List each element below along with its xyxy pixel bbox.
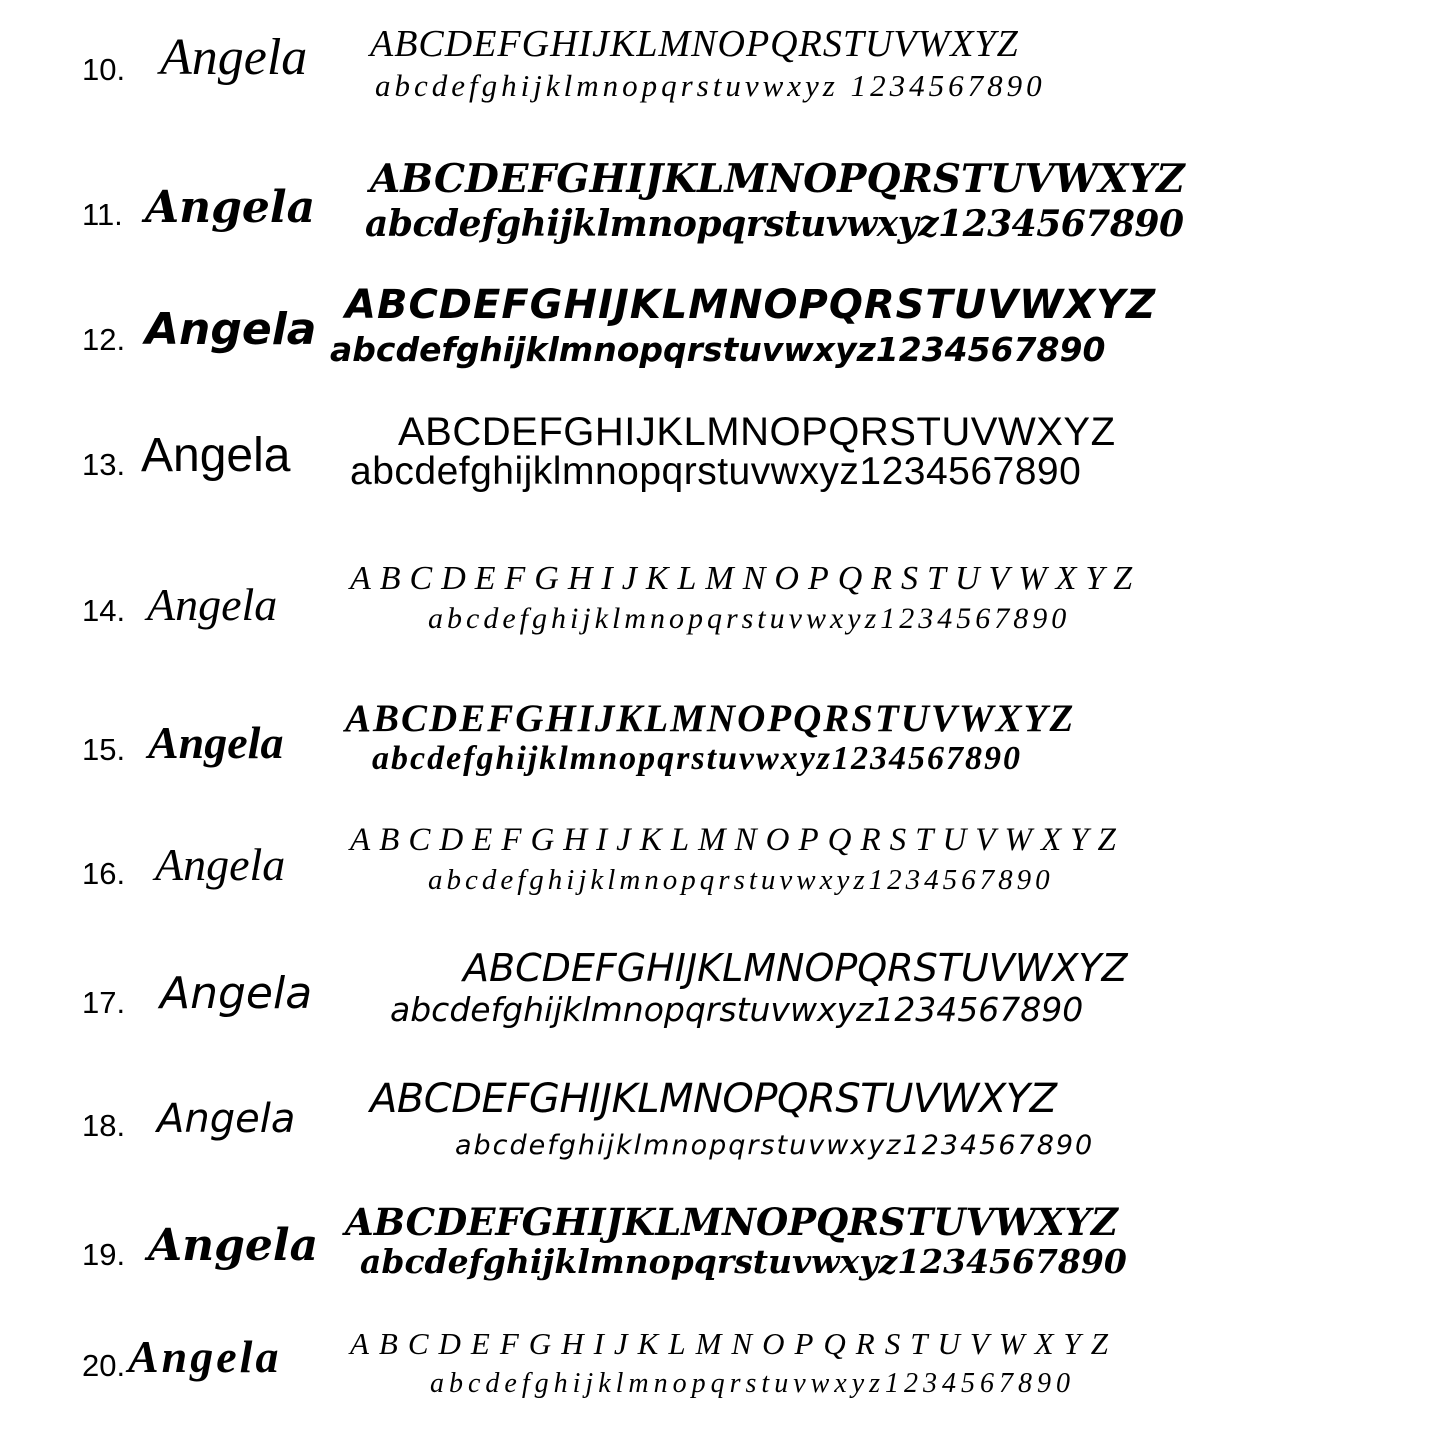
font-number: 10. [82,52,126,87]
uppercase-alphabet: ABCDEFGHIJKLMNOPQRSTUVWXYZ [370,1076,1057,1122]
uppercase-alphabet: ABCDEFGHIJKLMNOPQRSTUVWXYZ [463,946,1128,990]
font-number: 19. [82,1237,126,1272]
uppercase-alphabet: ABCDEFGHIJKLMNOPQRSTUVWXYZ [370,23,1019,65]
lowercase-digits: abcdefghijklmnopqrstuvwxyz1234567890 [372,740,1023,777]
font-number: 17. [82,985,126,1020]
uppercase-alphabet: ABCDEFGHIJKLMNOPQRSTUVWXYZ [345,1200,1118,1244]
font-sample: Angela [148,717,284,768]
font-number: 20. [82,1348,126,1383]
lowercase-digits: abcdefghijklmnopqrstuvwxyz1234567890 [330,330,1106,369]
font-sample: Angela [155,839,286,890]
uppercase-alphabet: ABCDEFGHIJKLMNOPQRSTUVWXYZ [345,282,1157,328]
uppercase-alphabet: ABCDEFGHIJKLMNOPQRSTUVWXYZ [345,697,1076,740]
uppercase-alphabet: ABCDEFGHIJKLMNOPQRSTUVWXYZ [350,560,1142,597]
font-sample: Angela [141,429,291,482]
font-number: 11. [82,197,123,232]
font-sample: Angela [160,29,308,86]
lowercase-digits: abcdefghijklmnopqrstuvwxyz1234567890 [365,203,1184,245]
font-sample: Angela [128,1331,282,1382]
font-number: 13. [82,447,126,482]
font-number: 15. [82,732,126,767]
font-number: 12. [82,322,126,357]
font-sample: Angela [147,579,278,630]
font-number: 14. [82,593,126,628]
lowercase-digits: abcdefghijklmnopqrstuvwxyz 1234567890 [375,68,1046,103]
uppercase-alphabet: ABCDEFGHIJKLMNOPQRSTUVWXYZ [370,156,1185,202]
uppercase-alphabet: ABCDEFGHIJKLMNOPQRSTUVWXYZ [350,1326,1119,1361]
uppercase-alphabet: ABCDEFGHIJKLMNOPQRSTUVWXYZ [350,822,1125,858]
lowercase-digits: abcdefghijklmnopqrstuvwxyz1234567890 [360,1242,1127,1281]
lowercase-digits: abcdefghijklmnopqrstuvwxyz1234567890 [428,864,1054,896]
lowercase-digits: abcdefghijklmnopqrstuvwxyz1234567890 [428,602,1071,635]
font-number: 18. [82,1108,126,1143]
font-number: 16. [82,856,126,891]
uppercase-alphabet: ABCDEFGHIJKLMNOPQRSTUVWXYZ [398,410,1116,454]
lowercase-digits: abcdefghijklmnopqrstuvwxyz1234567890 [455,1130,1095,1161]
lowercase-digits: abcdefghijklmnopqrstuvwxyz1234567890 [350,450,1082,493]
lowercase-digits: abcdefghijklmnopqrstuvwxyz1234567890 [390,990,1084,1029]
font-sample: Angela [145,304,317,355]
lowercase-digits: abcdefghijklmnopqrstuvwxyz1234567890 [430,1368,1076,1399]
font-sample: Angela [145,182,316,233]
font-sample: Angela [157,1096,296,1142]
font-sample: Angela [148,1220,319,1271]
font-sample: Angela [160,968,313,1019]
